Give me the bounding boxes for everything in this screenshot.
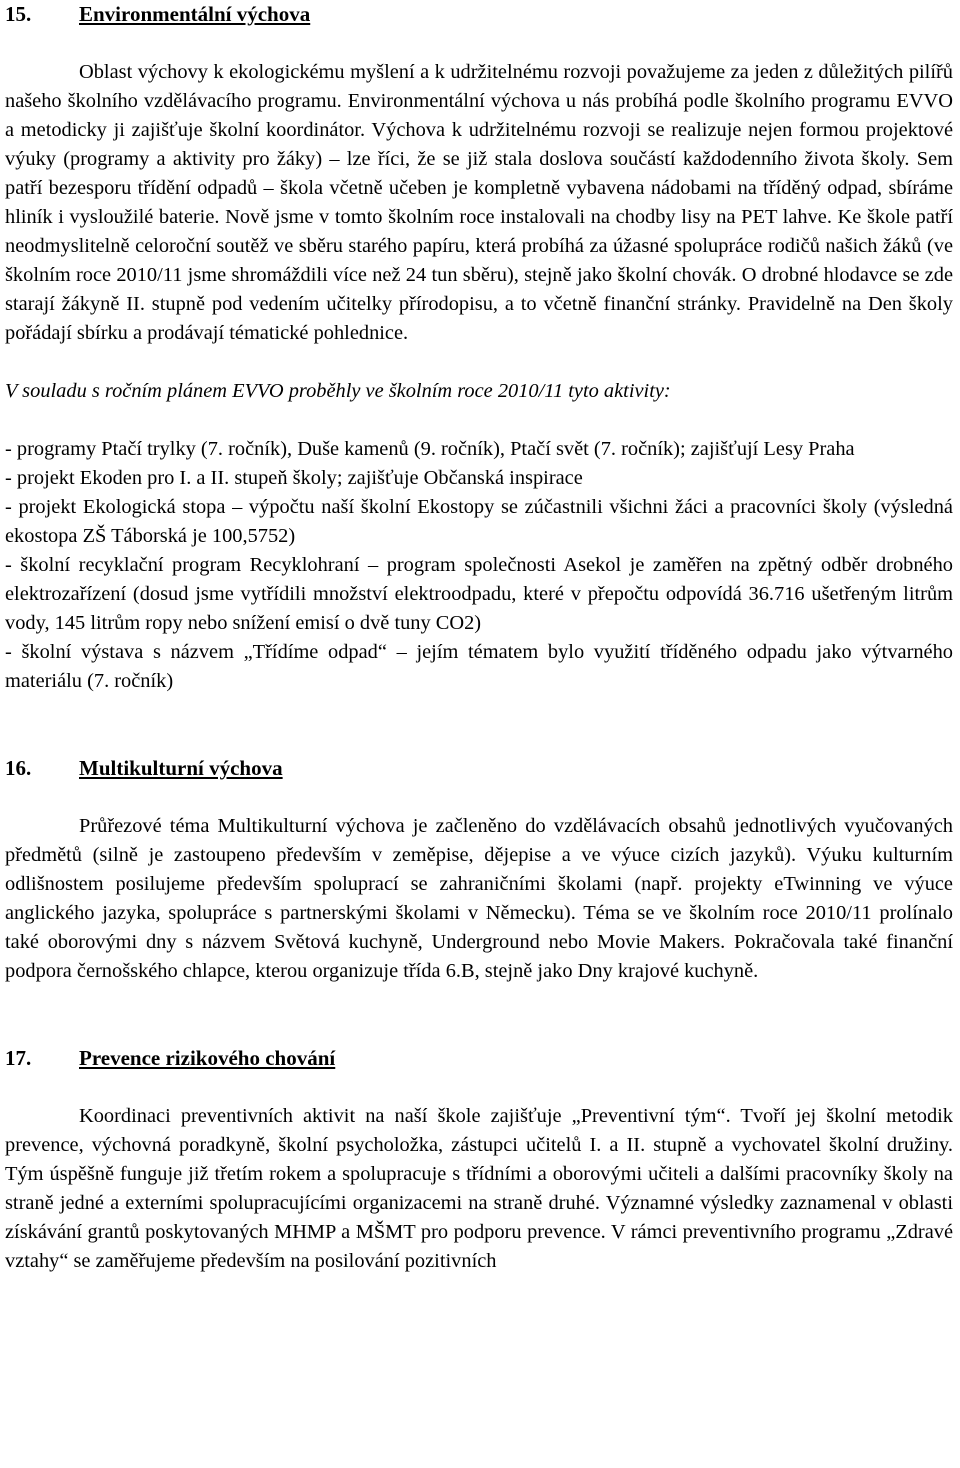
list-item: - školní výstava s názvem „Třídíme odpad“ – jejím tématem bylo využití tříděného odpadu jako výtvarného materiálu (7. ročník) — [5, 641, 953, 692]
paragraph-text: Koordinaci preventivních aktivit na naší škole zajišťuje „Preventivní tým“. Tvoří jej školní metodik prevence, výchovná poradkyně, školní psycholožka, zástupci učitelů I. a II. stupně a vychovatel školní družiny. Tým úspěšně funguje již třetím rokem a spolupracuje s třídními a oborovými učiteli a dalšími pracovníky školy na straně jedné a externími spolupracujícími organizacemi na straně druhé. Významné výsledky zaznamenal v oblasti získávání grantů poskytovaných MHMP a MŠMT pro podporu prevence. V rámci preventivního programu „Zdravé vztahy“ se zaměřujeme především na posilování pozitivních — [5, 1105, 953, 1272]
list-item: - školní recyklační program Recyklohraní – program společnosti Asekol je zaměřen na zpětný odběr drobného elektrozařízení (dosud jsme vytřídili množství elektroodpadu, které v přepočtu odpovídá 36.716 ušetřeným litrům vody, 145 litrům ropy nebo snížení emisí o dvě tuny CO2) — [5, 554, 953, 634]
section-paragraph — [5, 1102, 953, 1276]
spacer — [5, 725, 953, 754]
section-heading — [5, 1044, 953, 1073]
section-title: Prevence rizikového chování — [79, 1046, 336, 1070]
section-environmental — [5, 0, 953, 696]
paragraph-text: Průřezové téma Multikulturní výchova je začleněno do vzdělávacích obsahů jednotlivých vyučovaných předmětů (silně je zastoupeno především v zeměpise, dějepise a ve výuce cizích jazyků). Výuku kulturním odlišnostem posilujeme především spoluprací se zahraničními školami (např. projekty eTwinning ve výuce anglického jazyka, spolupráce s partnerskými školami v Německu). Téma se ve školním roce 2010/11 prolínalo také oborovými dny s názvem Světová kuchyně, Underground nebo Movie Makers. Pokračovala také finanční podpora černošského chlapce, kterou organizuje třída 6.B, stejně jako Dny krajové kuchyně. — [5, 815, 953, 982]
spacer — [5, 406, 953, 435]
activities-list — [5, 435, 953, 696]
spacer — [5, 29, 953, 58]
spacer — [5, 1073, 953, 1102]
spacer — [5, 1015, 953, 1044]
section-heading — [5, 0, 953, 29]
document-page — [5, 0, 953, 1276]
spacer — [5, 783, 953, 812]
section-title: Environmentální výchova — [79, 2, 311, 26]
section-title: Multikulturní výchova — [79, 756, 283, 780]
section-heading — [5, 754, 953, 783]
list-item: - projekt Ekoden pro I. a II. stupeň školy; zajišťuje Občanská inspirace — [5, 467, 583, 489]
list-item: - programy Ptačí trylky (7. ročník), Duše kamenů (9. ročník), Ptačí svět (7. ročník); zajišťují Lesy Praha — [5, 438, 855, 460]
section-paragraph — [5, 58, 953, 348]
section-risk-prevention — [5, 1044, 953, 1276]
section-number: 17. — [5, 1046, 32, 1070]
section-number: 16. — [5, 756, 32, 780]
section-number: 15. — [5, 2, 32, 26]
section-paragraph — [5, 812, 953, 986]
spacer — [5, 696, 953, 725]
section-multicultural — [5, 754, 953, 986]
paragraph-text: Oblast výchovy k ekologickému myšlení a k udržitelnému rozvoji považujeme za jeden z důležitých pilířů našeho školního vzdělávacího programu. Environmentální výchova u nás probíhá podle školního programu EVVO a metodicky ji zajišťuje školní koordinátor. Výchova k udržitelnému rozvoji se realizuje nejen formou projektové výuky (programy a aktivity pro žáky) – lze říci, že se již stala doslova součástí každodenního života školy. Sem patří bezesporu třídění odpadů – škola včetně učeben je kompletně vybavena nádobami na tříděný odpad, sbíráme hliník i vysloužilé baterie. Nově jsme v tomto školním roce instalovali na chodby lisy na PET lahve. Ke škole patří neodmyslitelně celoroční soutěž ve sběru starého papíru, která probíhá za úžasné spolupráce rodičů našich žáků (ve školním roce 2010/11 jsme shromáždili více než 24 tun sběru), stejně jako školní chovák. O drobné hlodavce se zde starají žákyně II. stupně pod vedením učitelky přírodopisu, a to včetně finanční stránky. Pravidelně na Den školy pořádají sbírku a prodávají tématické pohlednice. — [5, 61, 953, 344]
spacer — [5, 348, 953, 377]
list-item: - projekt Ekologická stopa – výpočtu naší školní Ekostopy se zúčastnili všichni žáci a pracovníci školy (výsledná ekostopa ZŠ Táborská je 100,5752) — [5, 496, 953, 547]
activities-intro: V souladu s ročním plánem EVVO proběhly ve školním roce 2010/11 tyto aktivity: — [5, 380, 671, 402]
spacer — [5, 986, 953, 1015]
